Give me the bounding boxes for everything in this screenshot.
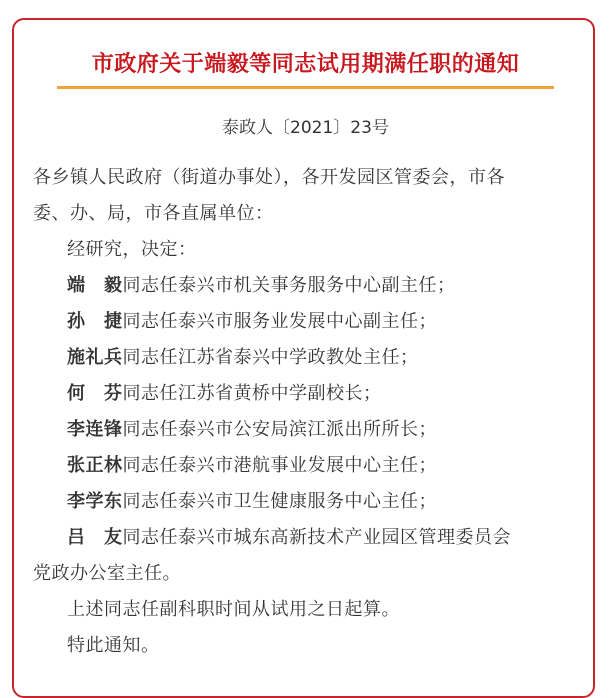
appointment-item	[67, 271, 456, 297]
appointment-item	[67, 487, 437, 513]
appointment-text: 同志任江苏省泰兴中学政教处主任；	[122, 347, 419, 368]
appointment-item	[67, 307, 437, 333]
notice-title: 市政府关于端毅等同志试用期满任职的通知	[91, 52, 520, 77]
appointment-text: 同志任泰兴市公安局滨江派出所所长；	[122, 419, 437, 440]
appointment-text: 同志任泰兴市港航事业发展中心主任；	[122, 455, 437, 476]
appointment-item	[67, 415, 437, 441]
recipients-line-1: 各乡镇人民政府（街道办事处），各开发园区管委会，市各	[33, 167, 505, 188]
appointment-item	[67, 379, 382, 405]
appointment-item	[67, 343, 419, 369]
appointment-item	[67, 451, 437, 477]
person-name: 施礼兵	[67, 347, 123, 368]
appointment-text: 同志任泰兴市机关事务服务中心副主任；	[122, 275, 456, 296]
person-name: 吕 友	[67, 527, 123, 548]
closing-paragraph: 上述同志任副科职时间从试用之日起算。	[67, 599, 400, 620]
intro-text: 经研究，决定：	[67, 239, 197, 260]
appointment-text: 同志任江苏省黄桥中学副校长；	[122, 383, 382, 404]
appointment-text: 同志任泰兴市卫生健康服务中心主任；	[122, 491, 437, 512]
closing-remark: 特此通知。	[67, 635, 160, 656]
recipients-line-2: 委、办、局，市各直属单位：	[33, 203, 274, 224]
appointment-continuation: 党政办公室主任。	[33, 563, 181, 584]
person-name: 端 毅	[67, 275, 123, 296]
person-name: 李连锋	[67, 419, 123, 440]
appointment-text: 同志任泰兴市城东高新技术产业园区管理委员会	[122, 527, 511, 548]
person-name: 李学东	[67, 491, 123, 512]
appointment-text: 同志任泰兴市服务业发展中心副主任；	[122, 311, 437, 332]
appointment-item	[67, 523, 511, 549]
title-divider	[57, 86, 554, 89]
person-name: 孙 捷	[67, 311, 123, 332]
person-name: 何 芬	[67, 383, 123, 404]
document-number: 泰政人〔2021〕23号	[222, 118, 389, 138]
person-name: 张正林	[67, 455, 123, 476]
